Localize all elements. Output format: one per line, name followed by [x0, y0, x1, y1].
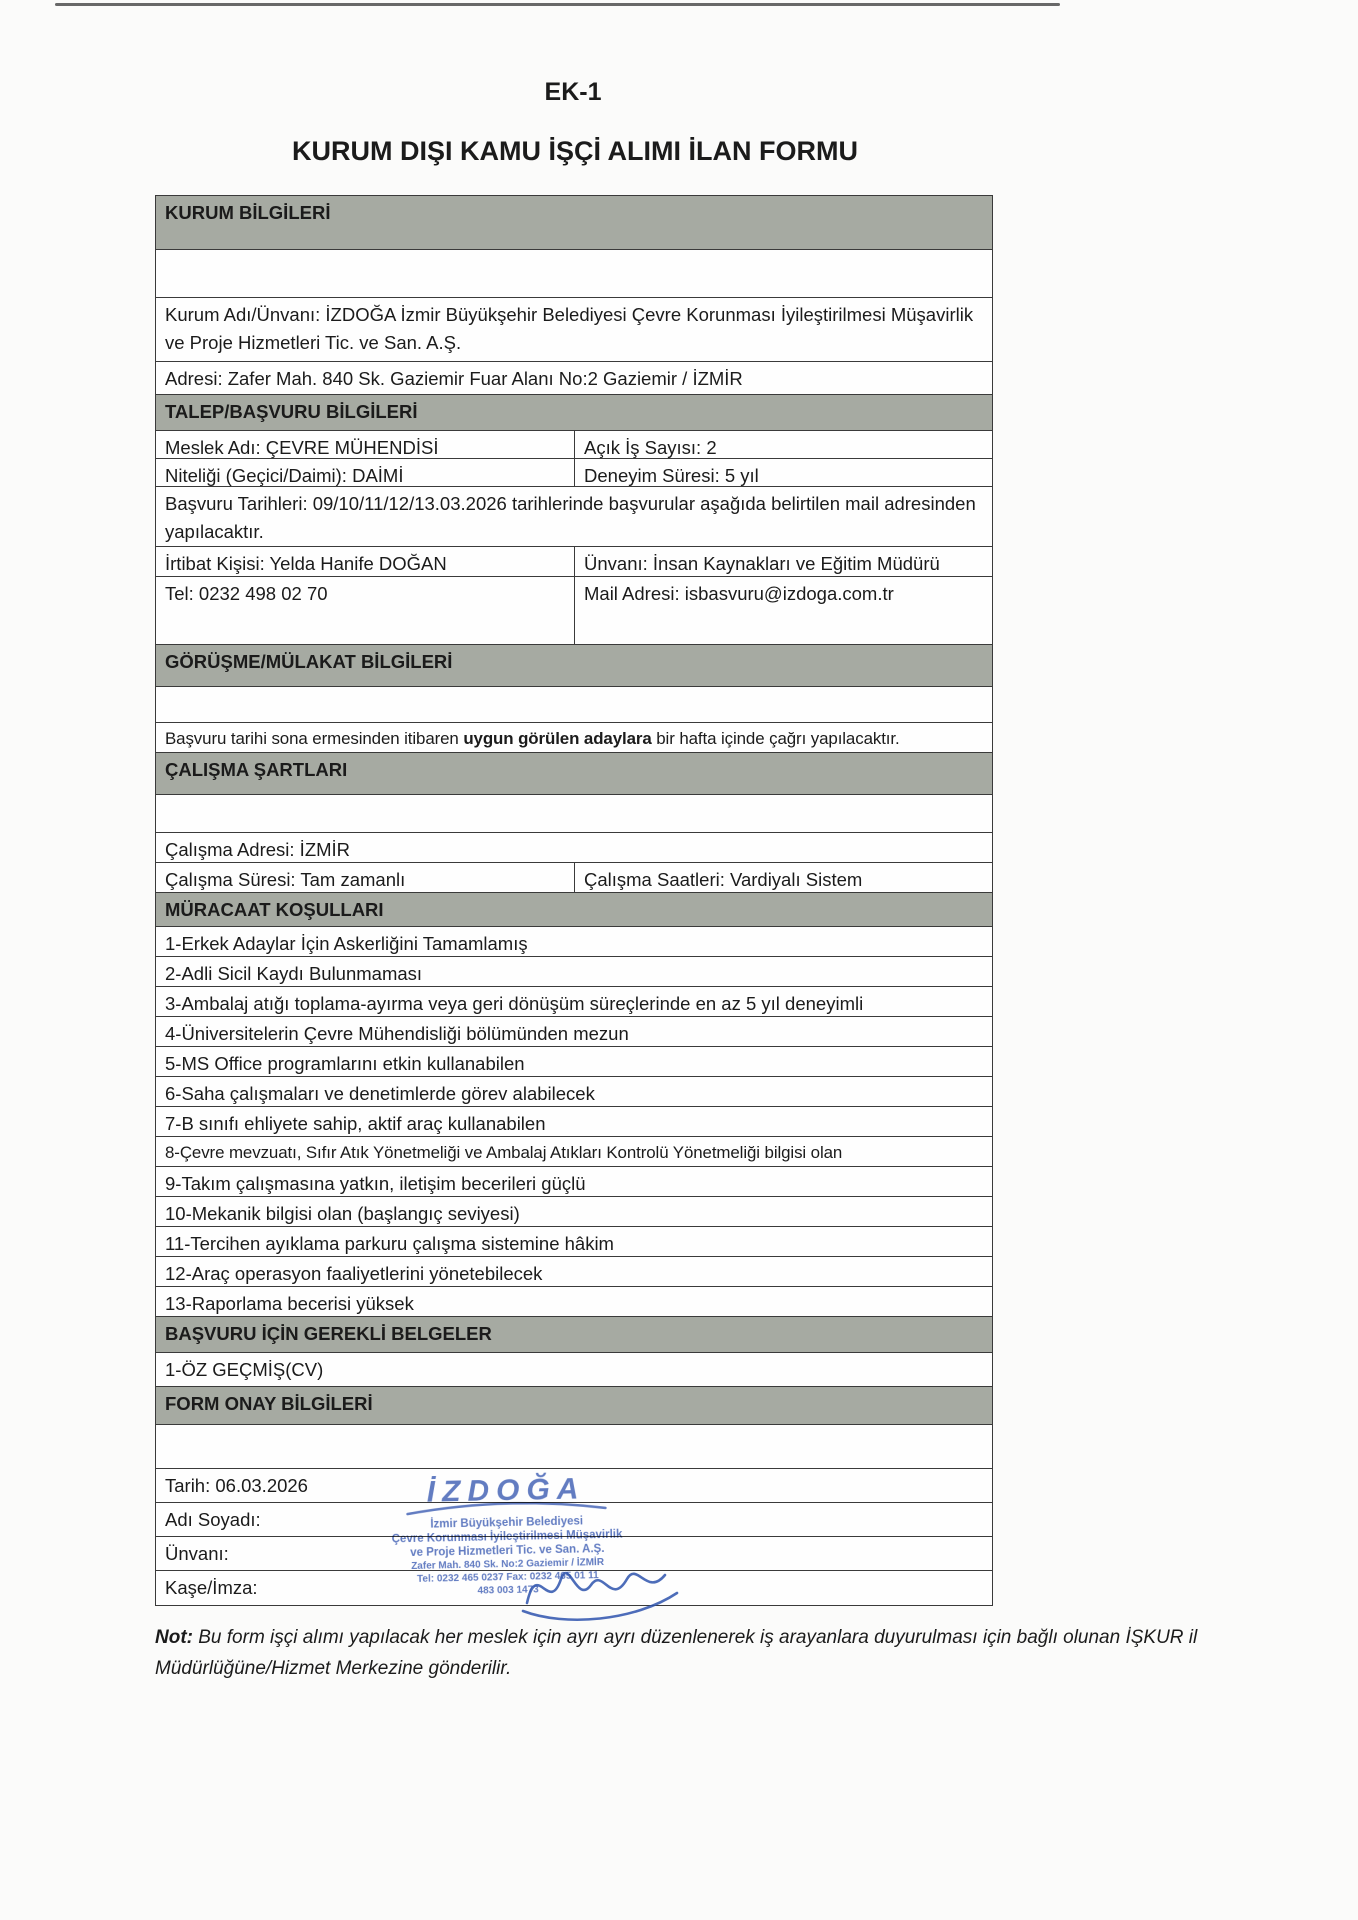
- cell-acik-is-sayisi: Açık İş Sayısı: 2: [574, 431, 992, 458]
- list-item: 2-Adli Sicil Kaydı Bulunmaması: [156, 957, 992, 987]
- empty-row: [156, 1425, 992, 1469]
- cell-unvan: Ünvanı: İnsan Kaynakları ve Eğitim Müdürü: [574, 547, 992, 576]
- list-item: 11-Tercihen ayıklama parkuru çalışma sistemine hâkim: [156, 1227, 992, 1257]
- section-header-kurum-bilgileri: KURUM BİLGİLERİ: [156, 196, 992, 250]
- row-calisma-adresi: Çalışma Adresi: İZMİR: [156, 833, 992, 863]
- row-tel-mail: [156, 577, 992, 645]
- list-item: 12-Araç operasyon faaliyetlerini yönetebilecek: [156, 1257, 992, 1287]
- row-adres: Adresi: Zafer Mah. 840 Sk. Gaziemir Fuar Alanı No:2 Gaziemir / İZMİR: [156, 362, 992, 395]
- list-item: 1-Erkek Adaylar İçin Askerliğini Tamamlamış: [156, 927, 992, 957]
- row-irtibat-unvan: [156, 547, 992, 577]
- note-text: Bu form işçi alımı yapılacak her meslek için ayrı ayrı düzenlenerek iş arayanlara duyurulması için bağlı olunan İŞKUR il Müdürlüğüne/Hizmet Merkezine gönderilir.: [155, 1627, 1198, 1680]
- row-oz-gecmis: 1-ÖZ GEÇMİŞ(CV): [156, 1353, 992, 1387]
- stamp-line: Çevre Korunması İyileştirilmesi Müşavirlik: [391, 1528, 623, 1546]
- row-meslek-acik-is: [156, 431, 992, 459]
- row-gorusme-bilgisi: [156, 723, 992, 753]
- list-item: 13-Raporlama becerisi yüksek: [156, 1287, 992, 1317]
- row-sure-saat: [156, 863, 992, 893]
- empty-row: [156, 250, 992, 298]
- footer-note: [155, 1622, 1227, 1685]
- row-nitelik-deneyim: [156, 459, 992, 487]
- empty-row: [156, 687, 992, 723]
- cell-mail-adresi: Mail Adresi: isbasvuru@izdoga.com.tr: [574, 577, 992, 644]
- section-header-muracaat-kosullari: MÜRACAAT KOŞULLARI: [156, 893, 992, 927]
- cell-niteligi: Niteliği (Geçici/Daimi): DAİMİ: [165, 465, 404, 486]
- row-adi-soyadi: Adı Soyadı:: [156, 1503, 992, 1537]
- stamp-line: ve Proje Hizmetleri Tic. ve San. A.Ş.: [410, 1542, 605, 1560]
- form-title: KURUM DIŞI KAMU İŞÇİ ALIMI İLAN FORMU: [292, 136, 858, 166]
- gorusme-text-prefix: Başvuru tarihi sona ermesinden itibaren: [165, 729, 464, 748]
- annex-label: EK-1: [544, 78, 602, 106]
- section-header-gerekli-belgeler: BAŞVURU İÇİN GEREKLİ BELGELER: [156, 1317, 992, 1353]
- list-item: 6-Saha çalışmaları ve denetimlerde görev alabilecek: [156, 1077, 992, 1107]
- row-tarih: Tarih: 06.03.2026: [156, 1469, 992, 1503]
- list-item: 5-MS Office programlarını etkin kullanabilen: [156, 1047, 992, 1077]
- list-item: 7-B sınıfı ehliyete sahip, aktif araç kullanabilen: [156, 1107, 992, 1137]
- list-item: 9-Takım çalışmasına yatkın, iletişim becerileri güçlü: [156, 1167, 992, 1197]
- stamp-company-name: İZDOĞA: [426, 1472, 586, 1509]
- gorusme-text-bold: uygun görülen adaylara: [463, 729, 652, 748]
- row-unvan: Ünvanı:: [156, 1537, 992, 1571]
- row-kurum-adi: Kurum Adı/Ünvanı: İZDOĞA İzmir Büyükşehir Belediyesi Çevre Korunması İyileştirilmesi Müşavirlik ve Proje Hizmetleri Tic. ve San. A.Ş.: [156, 298, 992, 362]
- cell-calisma-saatleri: Çalışma Saatleri: Vardiyalı Sistem: [574, 863, 992, 892]
- list-item: 3-Ambalaj atığı toplama-ayırma veya geri dönüşüm süreçlerinde en az 5 yıl deneyimli: [156, 987, 992, 1017]
- cell-tel: Tel: 0232 498 02 70: [165, 583, 328, 604]
- section-header-talep-basvuru: TALEP/BAŞVURU BİLGİLERİ: [156, 395, 992, 431]
- list-item: 4-Üniversitelerin Çevre Mühendisliği bölümünden mezun: [156, 1017, 992, 1047]
- section-header-calisma-sartlari: ÇALIŞMA ŞARTLARI: [156, 753, 992, 795]
- cell-deneyim-suresi: Deneyim Süresi: 5 yıl: [574, 459, 992, 486]
- section-header-gorusme-mulakat: GÖRÜŞME/MÜLAKAT BİLGİLERİ: [156, 645, 992, 687]
- cell-meslek-adi: Meslek Adı: ÇEVRE MÜHENDİSİ: [165, 437, 439, 458]
- cell-irtibat-kisisi: İrtibat Kişisi: Yelda Hanife DOĞAN: [165, 553, 447, 574]
- row-basvuru-tarihleri: Başvuru Tarihleri: 09/10/11/12/13.03.2026 tarihlerinde başvurular aşağıda belirtilen mail adresinden yapılacaktır.: [156, 487, 992, 547]
- stamp-line: İzmir Büyükşehir Belediyesi: [430, 1515, 584, 1531]
- list-item: 10-Mekanik bilgisi olan (başlangıç seviyesi): [156, 1197, 992, 1227]
- stamp-line: Tel: 0232 465 0237 Fax: 0232 465 01 11: [416, 1570, 599, 1585]
- row-kase-imza: Kaşe/İmza:: [165, 1577, 258, 1598]
- stamp-line: 483 003 1473: [477, 1584, 539, 1597]
- list-item: 8-Çevre mevzuatı, Sıfır Atık Yönetmeliği ve Ambalaj Atıkları Kontrolü Yönetmeliği bilgisi olan: [156, 1137, 992, 1167]
- section-header-form-onay: FORM ONAY BİLGİLERİ: [156, 1387, 992, 1425]
- note-label: Not:: [155, 1627, 193, 1648]
- gorusme-text-suffix: bir hafta içinde çağrı yapılacaktır.: [651, 729, 900, 748]
- scan-artifact-line: [55, 3, 1060, 6]
- stamp-line: Zafer Mah. 840 Sk. No:2 Gaziemir / İZMİR: [411, 1556, 605, 1573]
- cell-calisma-suresi: Çalışma Süresi: Tam zamanlı: [165, 869, 406, 890]
- empty-row: [156, 795, 992, 833]
- form-table: [155, 195, 993, 1606]
